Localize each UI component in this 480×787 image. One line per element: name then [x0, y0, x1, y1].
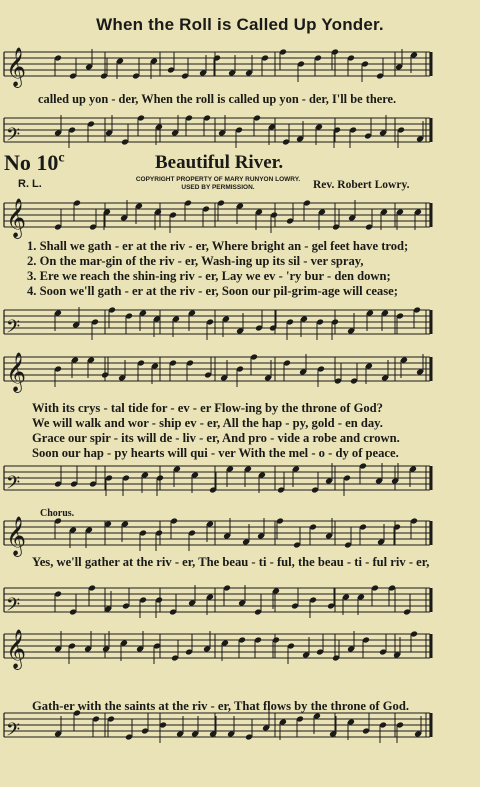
staff: [4, 588, 431, 620]
copyright-notice: COPYRIGHT PROPERTY OF MARY RUNYON LOWRY. USED BY PERMISSION.: [135, 176, 301, 191]
bass-clef-icon: 𝄢: [6, 595, 21, 620]
header-song-title: When the Roll is Called Up Yonder.: [96, 15, 384, 34]
hymn-title: Beautiful River.: [155, 152, 284, 173]
chorus-line-b: Gath-er with the saints at the riv - er, That flows by the throne of God.: [32, 699, 409, 713]
treble-clef-icon: 𝄞: [6, 629, 27, 669]
treble-clef-icon: 𝄞: [6, 198, 27, 238]
verse-1-line-a: 1. Shall we gath - er at the riv - er, Where bright an - gel feet have trod;: [27, 239, 409, 253]
header-lyric-line: called up yon - der, When the roll is called up yon - der, I'll be there.: [38, 92, 397, 106]
verse-3-line-b: Grace our spir - its will de - liv - er, And pro - vide a robe and crown.: [32, 431, 400, 445]
verse-2-line-b: We will walk and wor - ship ev - er, All the hap - py, gold - en day.: [32, 416, 383, 430]
treble-clef-icon: 𝄞: [6, 352, 27, 392]
chorus-line-a: Yes, we'll gather at the riv - er, The beau - ti - ful, the beau - ti - ful riv - er,: [32, 555, 430, 569]
hymn-author-left: R. L.: [18, 178, 42, 190]
staff: [4, 352, 431, 393]
bass-clef-icon: 𝄢: [6, 473, 21, 498]
treble-clef-icon: 𝄞: [6, 47, 27, 87]
hymn-number: No 10$^c$: [4, 150, 65, 175]
treble-clef-icon: 𝄞: [6, 516, 27, 556]
staff: [4, 629, 431, 670]
verse-3-line-a: 3. Ere we reach the shin-ing riv - er, Lay we ev - 'ry bur - den down;: [27, 269, 391, 283]
staff: [4, 516, 431, 557]
verse-2-line-a: 2. On the mar-gin of the riv - er, Wash-ing up its sil - ver spray,: [27, 254, 364, 268]
verse-1-line-b: With its crys - tal tide for - ev - er Flow-ing by the throne of God?: [32, 401, 383, 415]
chorus-label: Chorus.: [40, 508, 75, 519]
hymn-author-right: Rev. Robert Lowry.: [313, 179, 410, 191]
verse-4-line-b: Soon our hap - py hearts will qui - ver With the mel - o - dy of peace.: [32, 446, 399, 460]
bass-clef-icon: 𝄢: [6, 317, 21, 342]
verse-4-line-a: 4. Soon we'll gath - er at the riv - er, Soon our pil-grim-age will cease;: [27, 284, 398, 298]
bass-clef-icon: 𝄢: [6, 720, 21, 745]
bass-clef-icon: 𝄢: [6, 125, 21, 150]
staff: [4, 466, 431, 498]
staff: [4, 47, 431, 88]
